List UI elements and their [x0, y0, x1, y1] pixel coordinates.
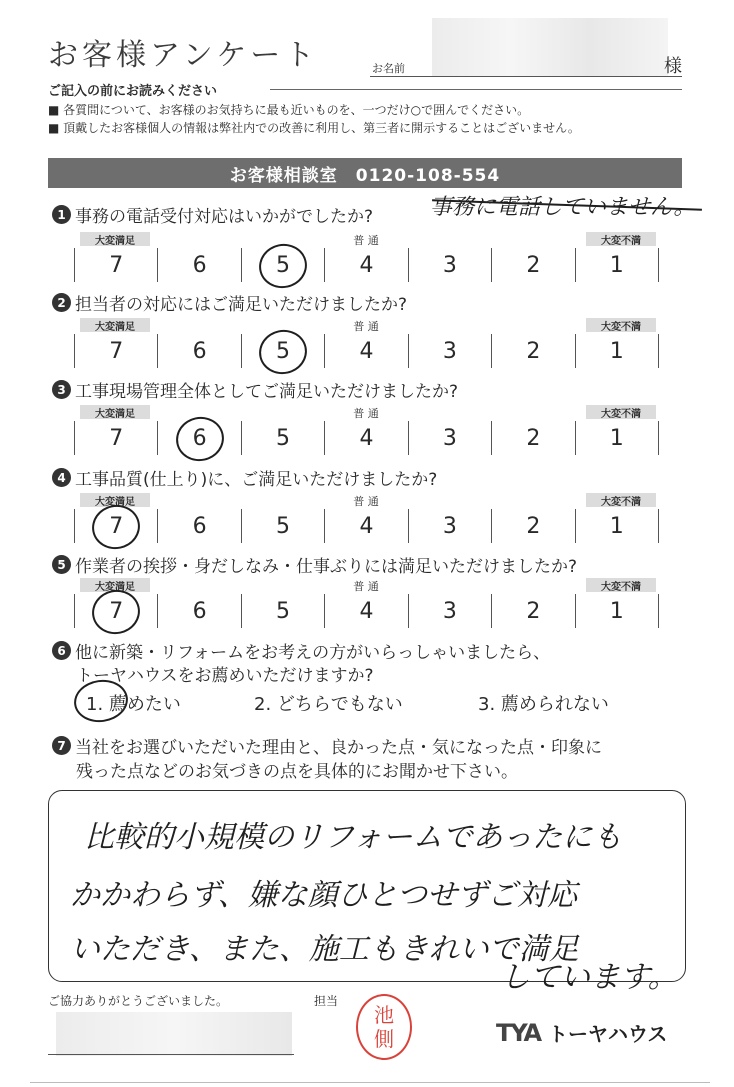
logo-mark: TYA	[496, 1018, 541, 1047]
rating-option[interactable]: 5	[242, 421, 325, 455]
question-7	[52, 733, 602, 758]
name-field[interactable]	[370, 76, 682, 77]
rating-scale-2	[74, 318, 658, 374]
scale-label-right: 大変不満	[586, 232, 656, 246]
question-3	[52, 377, 458, 402]
rating-option[interactable]: 4	[325, 421, 408, 455]
selection-circle	[255, 325, 311, 378]
rating-option[interactable]: 1	[576, 594, 659, 628]
selection-circle	[88, 585, 144, 638]
rating-option[interactable]: 3	[409, 421, 492, 455]
notice-heading: ご記入の前にお読みください	[48, 84, 218, 99]
rating-option[interactable]: 6	[158, 509, 241, 543]
rating-option[interactable]: 5	[242, 594, 325, 628]
rating-scale-4	[74, 493, 658, 549]
signature-line	[48, 1054, 294, 1055]
comment-line-4: しています。	[500, 960, 678, 995]
rating-option[interactable]: 4	[325, 509, 408, 543]
rating-option[interactable]: 6	[158, 248, 241, 282]
question-number: 1	[52, 205, 71, 224]
recommend-option-3[interactable]: 3. 薦められない	[478, 694, 609, 715]
scale-label-left: 大変満足	[80, 405, 150, 419]
rating-option[interactable]: 1	[576, 334, 659, 368]
question-text: 工事品質(仕上り)に、ご満足いただけましたか?	[75, 470, 438, 490]
scale-label-right: 大変不満	[586, 578, 656, 592]
handwritten-note: 事務に電話していません。	[430, 195, 696, 220]
rating-option[interactable]: 5	[242, 509, 325, 543]
scale-label-middle: 普 通	[353, 495, 379, 508]
rating-option[interactable]: 7	[75, 248, 158, 282]
rating-option[interactable]: 2	[492, 421, 575, 455]
comment-line-2: かかわらず、嫌な顔ひとつせずご対応	[70, 878, 577, 913]
rating-option[interactable]: 7	[75, 421, 158, 455]
question-text: 作業者の挨拶・身だしなみ・仕事ぶりには満足いただけましたか?	[75, 557, 578, 577]
rating-option[interactable]: 6	[158, 334, 241, 368]
rating-option[interactable]: 4	[325, 248, 408, 282]
rating-option-selected[interactable]: 6	[158, 421, 241, 455]
rating-option[interactable]: 2	[492, 248, 575, 282]
selection-circle	[255, 239, 311, 292]
question-number: 3	[52, 380, 71, 399]
staff-label: 担当	[314, 994, 339, 1008]
thanks-text: ご協力ありがとうございました。	[48, 994, 229, 1008]
rating-option[interactable]: 4	[325, 334, 408, 368]
question-text-line-2: 残った点などのお気づきの点を具体的にお聞かせ下さい。	[76, 762, 518, 782]
question-number: 4	[52, 468, 71, 487]
staff-seal	[356, 994, 412, 1060]
rating-option[interactable]: 6	[158, 594, 241, 628]
scale-label-right: 大変不満	[586, 318, 656, 332]
rating-option[interactable]: 3	[409, 594, 492, 628]
name-redaction	[432, 18, 668, 76]
scale-label-middle: 普 通	[353, 234, 379, 247]
rating-option[interactable]: 2	[492, 509, 575, 543]
rating-option-selected[interactable]: 7	[75, 594, 158, 628]
rating-option-selected[interactable]: 7	[75, 509, 158, 543]
question-text-line-1: 当社をお選びいただいた理由と、良かった点・気になった点・印象に	[75, 738, 602, 758]
question-text: 工事現場管理全体としてご満足いただけましたか?	[75, 382, 459, 402]
rating-option[interactable]: 3	[409, 248, 492, 282]
logo-text: トーヤハウス	[548, 1022, 668, 1046]
support-banner: お客様相談室 0120-108-554	[48, 158, 682, 188]
scale-label-middle: 普 通	[353, 580, 379, 593]
name-suffix: 様	[664, 56, 682, 77]
signature-redaction	[56, 1012, 292, 1056]
comment-line-1: 比較的小規模のリフォームであったにも	[84, 820, 623, 855]
page-divider	[30, 1082, 710, 1083]
question-1	[52, 202, 373, 227]
rating-option[interactable]: 2	[492, 594, 575, 628]
question-6	[52, 638, 550, 663]
notice-line-2: ■ 頂戴したお客様個人の情報は弊社内での改善に利用し、第三者に開示することはございません。	[48, 121, 580, 135]
selection-circle	[88, 500, 144, 553]
selection-circle	[172, 412, 228, 465]
recommend-option-1[interactable]: 1. 薦めたい	[86, 694, 181, 715]
notice-rule	[270, 89, 682, 90]
scale-label-middle: 普 通	[353, 320, 379, 333]
name-label: お名前	[372, 62, 405, 75]
rating-scale-3	[74, 405, 658, 461]
question-text: 事務の電話受付対応はいかがでしたか?	[75, 207, 374, 227]
scale-label-left: 大変満足	[80, 578, 150, 592]
question-number: 5	[52, 555, 71, 574]
notice-line-1: ■ 各質問について、お客様のお気持ちに最も近いものを、一つだけ○で囲んでください。	[48, 103, 530, 117]
question-4	[52, 465, 437, 490]
rating-option[interactable]: 1	[576, 248, 659, 282]
recommend-option-2[interactable]: 2. どちらでもない	[254, 694, 403, 715]
rating-option[interactable]: 3	[409, 334, 492, 368]
rating-scale-5	[74, 578, 658, 634]
question-number: 2	[52, 293, 71, 312]
question-text-line-2: トーヤハウスをお薦めいただけますか?	[76, 666, 374, 686]
question-number: 6	[52, 641, 71, 660]
question-5	[52, 552, 577, 577]
scale-label-left: 大変満足	[80, 318, 150, 332]
scale-label-right: 大変不満	[586, 405, 656, 419]
rating-option-selected[interactable]: 5	[242, 334, 325, 368]
rating-option[interactable]: 1	[576, 421, 659, 455]
question-2	[52, 290, 407, 315]
scale-label-middle: 普 通	[353, 407, 379, 420]
rating-scale-1	[74, 232, 658, 288]
scale-label-left: 大変満足	[80, 232, 150, 246]
rating-option[interactable]: 1	[576, 509, 659, 543]
rating-option-selected[interactable]: 5	[242, 248, 325, 282]
rating-option[interactable]: 2	[492, 334, 575, 368]
seal-char-2: 側	[374, 1027, 394, 1051]
question-number: 7	[52, 736, 71, 755]
seal-char-1: 池	[374, 1003, 394, 1027]
rating-option[interactable]: 7	[75, 334, 158, 368]
rating-option[interactable]: 4	[325, 594, 408, 628]
question-text: 担当者の対応にはご満足いただけましたか?	[75, 295, 408, 315]
scale-label-left: 大変満足	[80, 493, 150, 507]
question-text-line-1: 他に新築・リフォームをお考えの方がいらっしゃいましたら、	[75, 643, 551, 663]
comment-line-3: いただき、また、施工もきれいで満足	[70, 932, 579, 967]
scale-label-right: 大変不満	[586, 493, 656, 507]
company-logo	[496, 1018, 667, 1047]
rating-option[interactable]: 3	[409, 509, 492, 543]
page-title: お客様アンケート	[48, 38, 319, 73]
